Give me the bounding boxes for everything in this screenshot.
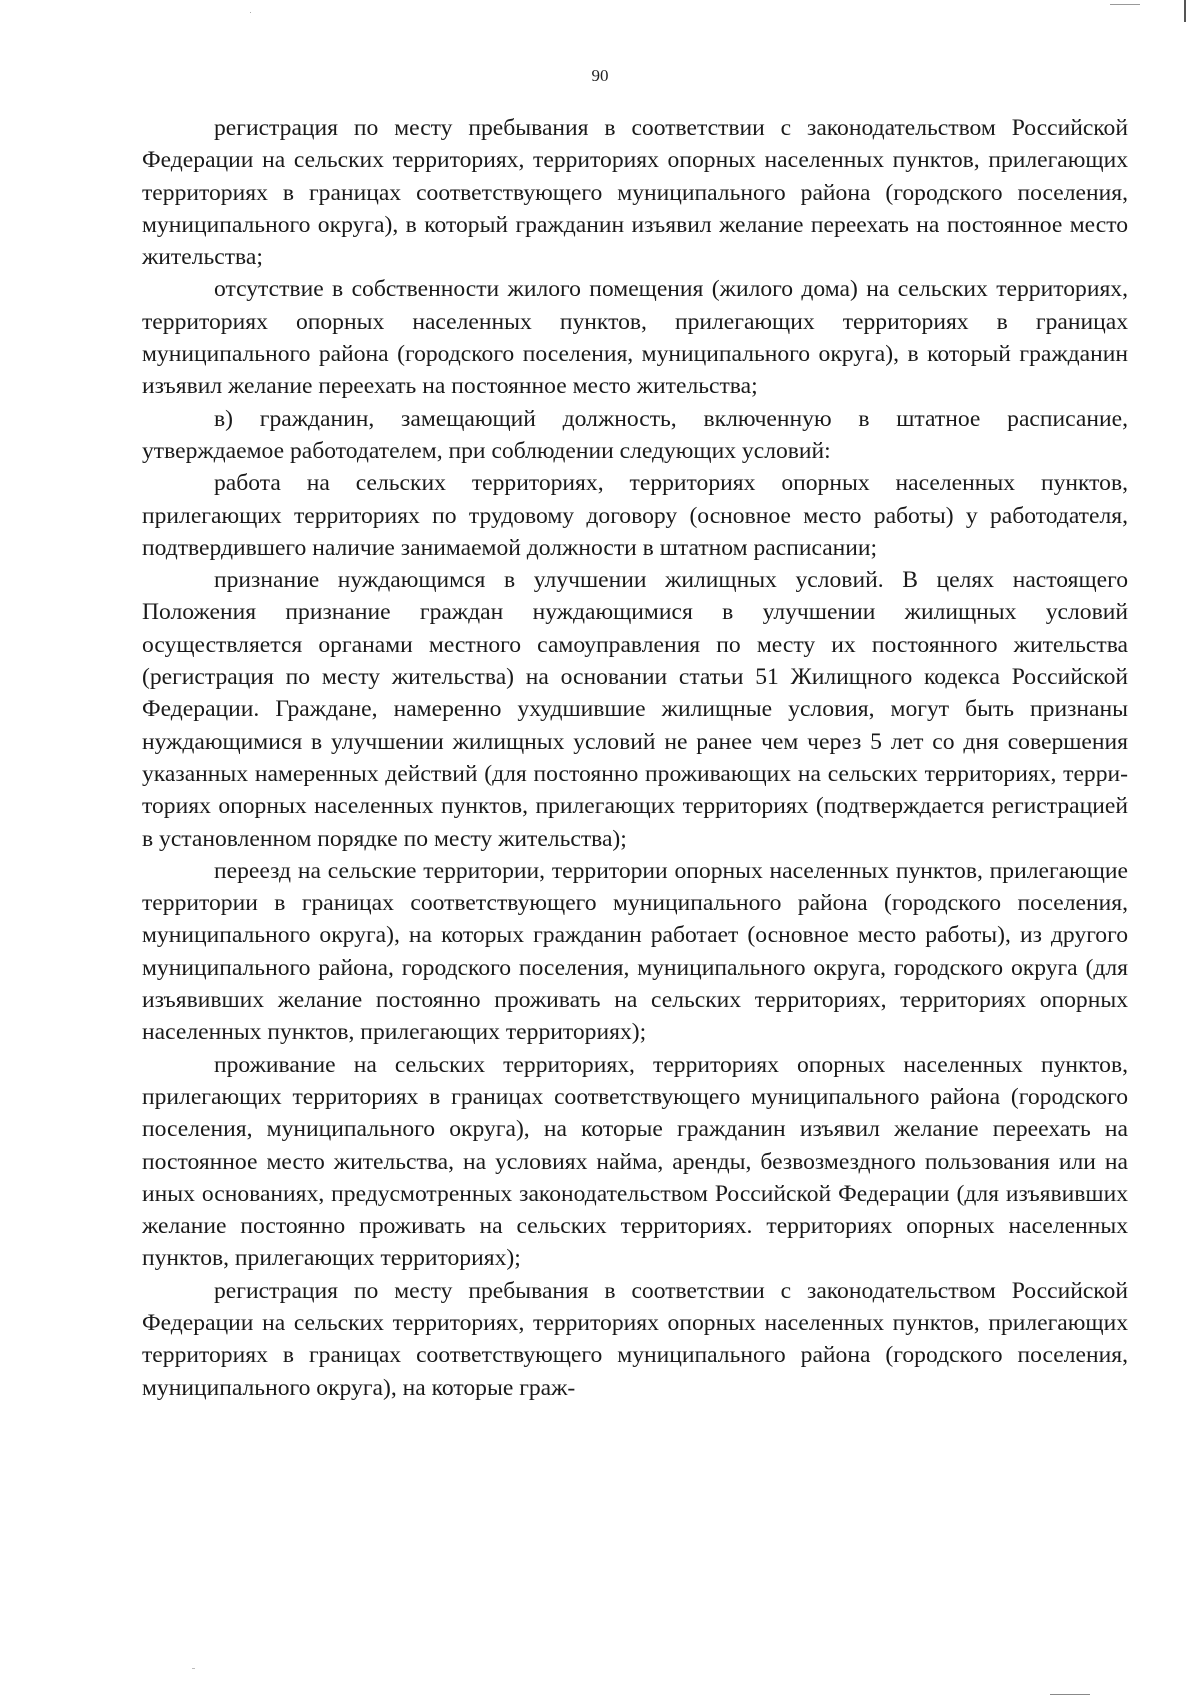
scan-mark-dot	[192, 1668, 195, 1669]
paragraph-relocation: переезд на сельские территории, территории опорных населенных пунктов, прилегающие территории в границах соответствующего муниципального района (городского поселения, муниципального округа), на которых гражданин работает (основное место работы), из другого муниципального района, городского поселения, муниципального округа, городского округа (для изъявивших желание постоянно проживать на сельских территориях, территориях опорных населенных пунктов, прилегающих территориях);	[142, 857, 1128, 1046]
paragraph-employee-condition: в) гражданин, замещающий должность, включенную в штатное расписание, утверждаемое работодателем, при соблюдении следующих условий:	[142, 405, 1128, 464]
paragraph-housing-need: признание нуждающимся в улучшении жилищных условий. В целях настоящего Положения признание граждан нуждающимися в улучшении жилищных условий осуществляется органами местного самоуправления по месту их постоянного жительства (регистрация по месту жительства) на основании статьи 51 Жилищного кодекса Российской Федерации. Граждане, намеренно ухудшившие жилищные условия, могут быть признаны нуждающимися в улучшении жилищных условий не ранее чем через 5 лет со дня совершения указанных намеренных действий (для постоянно проживающих на сельских территориях, территориях опорных населенных пунктов, прилегающих территориях (подтверждается регистрацией в установленном порядке по месту жительства);	[142, 567, 1128, 852]
scan-mark-bottom-right	[1050, 1694, 1090, 1695]
scan-mark-top-right-line	[1110, 4, 1140, 5]
paragraph-registration: регистрация по месту пребывания в соответствии с законодательством Российской Федерации на сельских территориях, территориях опорных населенных пунктов, прилегающих территориях в границах соответствующего муниципального района (городского поселения, муниципального округа), в который гражданин изъявил желание переехать на постоянное место жительства;	[142, 115, 1128, 271]
paragraph-work-rural: работа на сельских территориях, территориях опорных населенных пунктов, прилегающих территориях по трудовому договору (основное место работы) у работодателя, подтвердившего наличие занимаемой должности в штатном расписании;	[142, 470, 1128, 561]
paragraph-residence: проживание на сельских территориях, территориях опорных населенных пунктов, прилегающих территориях в границах соответствующего муниципального района (городского поселения, муниципального округа), на которые гражданин изъявил желание переехать на постоянное место жительства, на условиях найма, аренды, безвозмездного пользования или на иных основаниях, предусмотренных законодательством Российской Федерации (для изъявивших желание постоянно проживать на сельских территориях. территориях опорных населенных пунктов, прилегающих территориях);	[142, 1051, 1128, 1272]
page-number: 90	[591, 66, 609, 85]
scan-mark-top-right	[1184, 0, 1186, 22]
paragraph-registration-stay: регистрация по месту пребывания в соответствии с законодательством Российской Федерации на сельских территориях, территориях опорных населенных пунктов, прилегающих территориях в границах соответствующего муниципального района (городского поселения, муниципального округа), на которые граж-	[142, 1277, 1128, 1401]
paragraph-no-housing: отсутствие в собственности жилого помещения (жилого дома) на сельских территориях, территориях опорных населенных пунктов, прилегающих территориях в границах муниципального района (городского поселения, муниципального округа), в который гражданин изъявил желание переехать на постоянное место жительства;	[142, 276, 1128, 400]
document-body	[142, 112, 1128, 1404]
scan-mark-dot	[250, 12, 251, 13]
